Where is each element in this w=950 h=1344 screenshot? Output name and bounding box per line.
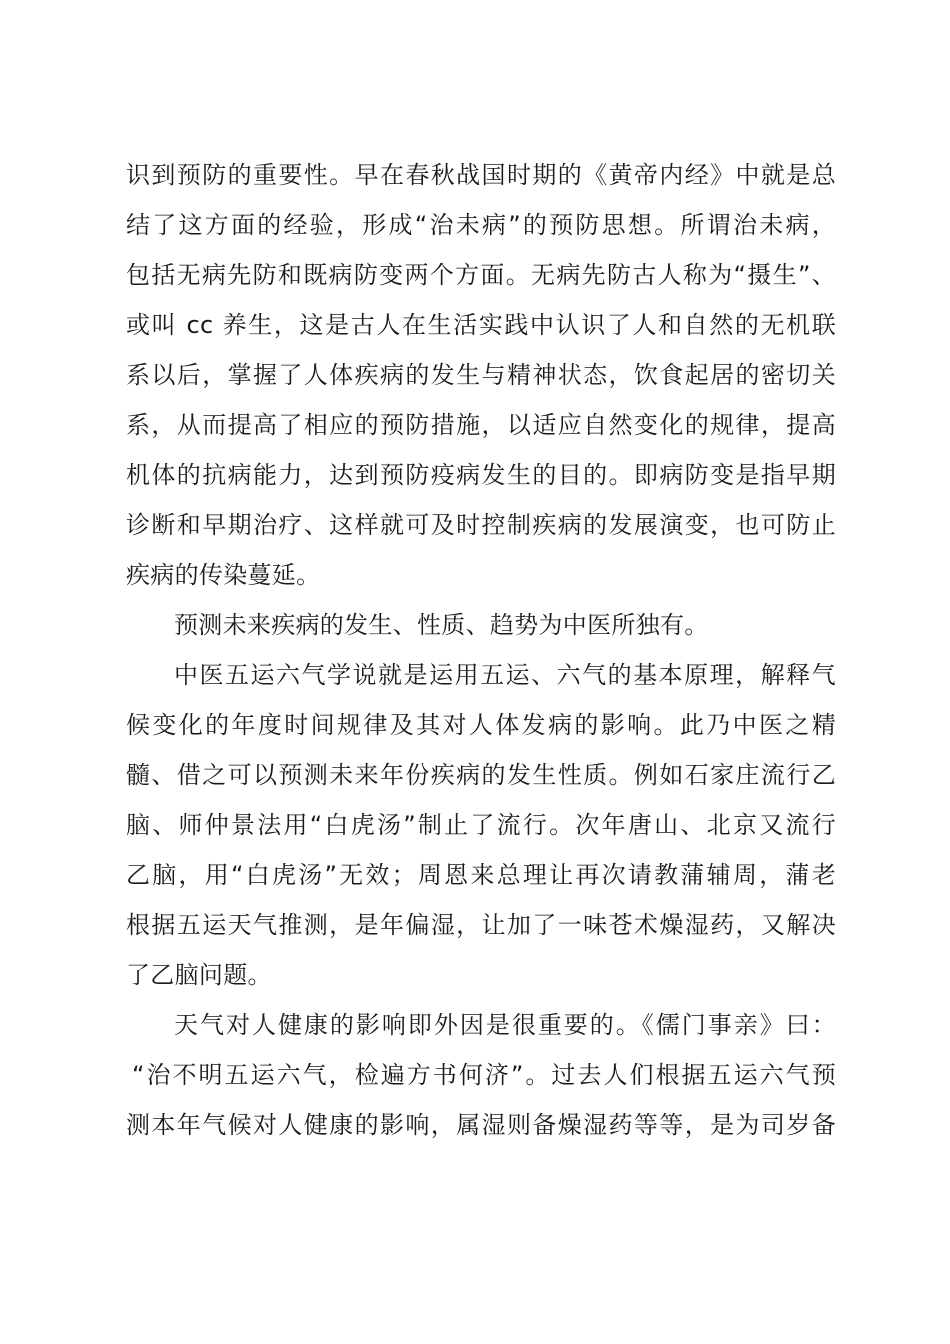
text-line: 机体的抗病能力，达到预防疫病发生的目的。即病防变是指早期	[126, 461, 836, 489]
paragraph-line: 天气对人健康的影响即外因是很重要的。《儒门事亲》曰：	[174, 1011, 836, 1039]
text-line: 疾病的传染蔓延。	[126, 561, 321, 589]
paragraph-line: 预测未来疾病的发生、性质、趋势为中医所独有。	[174, 611, 709, 639]
text-line: 包括无病先防和既病防变两个方面。无病先防古人称为“摄生”、	[126, 261, 836, 289]
text-line: 系，从而提高了相应的预防措施，以适应自然变化的规律，提高	[126, 411, 836, 439]
paragraph-line: 中医五运六气学说就是运用五运、六气的基本原理，解释气	[174, 661, 836, 689]
text-line: 测本年气候对人健康的影响，属湿则备燥湿药等等，是为司岁备	[126, 1111, 836, 1139]
text-line: “治不明五运六气，检遍方书何济”。过去人们根据五运六气预	[132, 1061, 836, 1089]
text-line: 乙脑，用“白虎汤”无效；周恩来总理让再次请教蒲辅周，蒲老	[126, 861, 836, 889]
text-line: 了乙脑问题。	[126, 961, 272, 989]
text-line: 候变化的年度时间规律及其对人体发病的影响。此乃中医之精	[126, 711, 836, 739]
text-line: 脑、师仲景法用“白虎汤”制止了流行。次年唐山、北京又流行	[126, 811, 836, 839]
text-line: 根据五运天气推测，是年偏湿，让加了一味苍术燥湿药，又解决	[126, 911, 836, 939]
text-line: 髓、借之可以预测未来年份疾病的发生性质。例如石家庄流行乙	[126, 761, 836, 789]
body-text	[126, 150, 836, 1150]
text-line: 结了这方面的经验，形成“治未病”的预防思想。所谓治未病，	[126, 211, 836, 239]
text-line: 诊断和早期治疗、这样就可及时控制疾病的发展演变，也可防止	[126, 511, 836, 539]
text-line: 系以后，掌握了人体疾病的发生与精神状态，饮食起居的密切关	[126, 361, 836, 389]
text-line: 或叫 cc 养生，这是古人在生活实践中认识了人和自然的无机联	[126, 311, 836, 339]
text-line: 识到预防的重要性。早在春秋战国时期的《黄帝内经》中就是总	[126, 161, 836, 189]
